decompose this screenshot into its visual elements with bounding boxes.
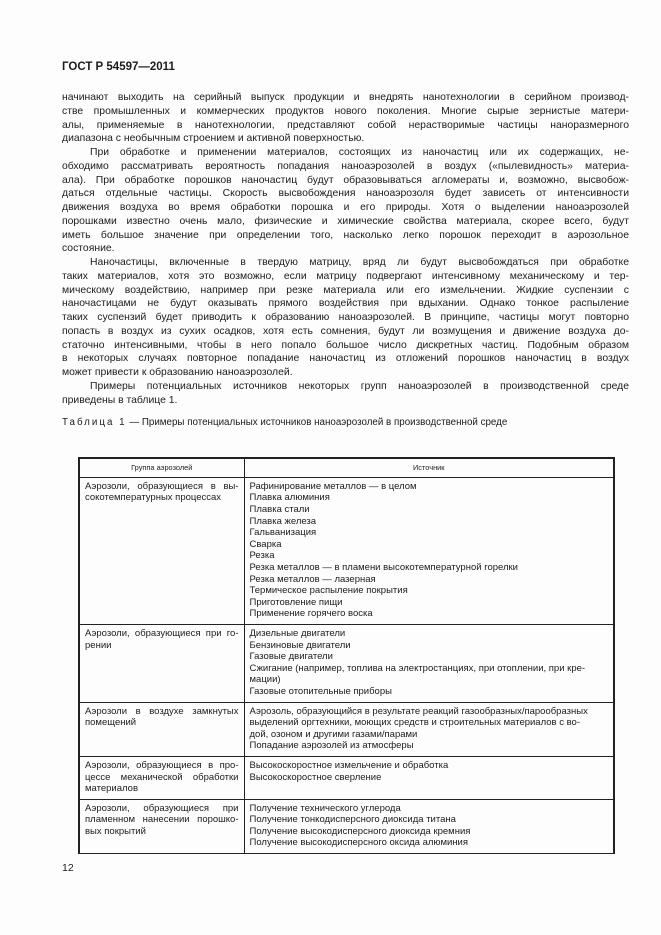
- source-cell: [244, 799, 614, 853]
- paragraph-line: таких материалов, хотя это возможно, если матрицу подвергают интенсивному механическому и тер-: [62, 270, 629, 282]
- paragraph-line: состояние.: [62, 243, 115, 255]
- source-item: Получение высокодисперсного оксида алюминия: [249, 837, 468, 849]
- source-item: Получение высокодисперсного диоксида кремния: [249, 825, 471, 837]
- group-line: Аэрозоли, образующиеся в про-: [85, 759, 239, 771]
- paragraph-line: начинают выходить на серийный выпуск продукции и внедрять нанотехнологии в серийном производ-: [62, 92, 629, 103]
- table-row: [79, 756, 614, 799]
- table-row: [79, 702, 614, 756]
- paragraph-line: алы, применяемые в нанотехнологии, представляют собой нерастворимые частицы наноразмерного: [62, 119, 629, 131]
- paragraph: [62, 146, 629, 256]
- group-line: Аэрозоли, образующиеся при: [85, 802, 239, 814]
- aerosol-group-cell: [79, 477, 244, 624]
- table-row: [79, 624, 614, 702]
- source-item: Приготовление пищи: [249, 596, 343, 608]
- paragraph-line: стве промышленных и коммерческих продуктов нового поколения. Многие сырые зернистые матери-: [62, 105, 629, 117]
- source-item: дой, озоном и другими газами/парами: [249, 728, 418, 740]
- source-item: Рафинирование металлов — в целом: [249, 480, 417, 492]
- group-line: пламенном нанесении порошко-: [85, 814, 239, 826]
- source-item: Резка: [249, 550, 275, 562]
- source-item: Бензиновые двигатели: [249, 639, 351, 651]
- source-cell: [244, 702, 614, 756]
- paragraph-line: наночастицами не будут оказывать прямого воздействия при вдыхании. Однако тонкое распыление: [62, 298, 629, 310]
- source-item: Газовые отопительные приборы: [249, 685, 392, 697]
- paragraph-line: таких суспензий будет приводить к образованию наноаэрозолей. В принципе, частицы могут повторно: [62, 312, 629, 323]
- paragraph-line: порошками известно очень мало, физические и химические свойства материала, скорее всего, будут: [62, 215, 629, 227]
- paragraph: [62, 256, 629, 380]
- table-header-row: [79, 458, 614, 477]
- paragraph-line: ала). При обработке порошков наночастиц будут образовываться агломераты и, возможно, высвобож-: [62, 174, 629, 186]
- source-item: Получение тонкодисперсного диоксида титана: [249, 814, 456, 826]
- paragraph-line: При обработке и применении материалов, состоящих из наночастиц или их содержащих, не-: [90, 147, 629, 158]
- paragraph-line: движения воздуха во время обработки порошка и его природы. Хотя о выделении наноаэрозолей: [62, 202, 629, 213]
- source-item: Дизельные двигатели: [249, 627, 346, 639]
- paragraph-line: может привести к образованию наноаэрозолей.: [62, 367, 293, 378]
- source-item: Газовые двигатели: [249, 651, 333, 663]
- paragraph-line: мическому воздействию, например при резке материала или его измельчении. Жидкие суспензии с: [62, 284, 629, 296]
- paragraph-line: диапазона с необычным строением и активной поверхностью.: [62, 133, 365, 145]
- source-item: Термическое распыление покрытия: [249, 585, 408, 597]
- paragraph: [62, 91, 629, 146]
- source-item: Применение горячего воска: [249, 608, 373, 620]
- paragraph-line: Примеры потенциальных источников некоторых групп наноаэрозолей в производственной среде: [90, 380, 629, 392]
- paragraph-line: в некоторых случаях повторное попадание наночастиц из отложений порошков наночастиц в воздух: [62, 353, 629, 365]
- source-item: Плавка стали: [249, 504, 310, 516]
- aerosol-group-cell: [79, 702, 244, 756]
- table-row: [79, 799, 614, 853]
- paragraph-line: обходимо рассматривать вероятность попадания наноаэрозолей в воздух («пылевидность» материа-: [62, 160, 629, 172]
- paragraph-line: статочно интенсивными, чтобы в него попало большое число дискретных частиц. Подобным образом: [62, 339, 629, 351]
- paragraph-line: даться отдельные частицы. Скорость высвобождения наноаэрозоля будет зависеть от интенсивности: [62, 188, 629, 200]
- page-content: [62, 91, 629, 874]
- group-line: цессе механической обработки: [85, 771, 239, 783]
- source-item: Плавка железа: [249, 515, 317, 527]
- source-item: Аэрозоль, образующийся в результате реакций газообразных/парообразных: [249, 705, 588, 717]
- group-line: рении: [85, 639, 112, 651]
- paragraph-line: попасть в воздух из сухих осадков, хотя есть сомнения, будут ли возмущения и движение воздуха до-: [62, 325, 629, 337]
- group-line: Аэрозоли, образующиеся в вы-: [85, 480, 239, 492]
- group-line: вых покрытий: [85, 825, 146, 837]
- source-item: выделений оргтехники, моющих средств и строительных материалов с во-: [249, 717, 580, 729]
- source-cell: [244, 756, 614, 799]
- table-caption: [62, 416, 629, 429]
- paragraph-line: Наночастицы, включенные в твердую матрицу, вряд ли будут высвобождаться при обработке: [90, 257, 629, 268]
- document-header: ГОСТ Р 54597—2011: [62, 61, 175, 73]
- paragraph: [62, 380, 629, 408]
- paragraph-line: иметь большое значение при определении того, насколько легко порошок переходит в аэрозольное: [62, 229, 629, 241]
- aerosol-group-cell: [79, 624, 244, 702]
- group-line: сокотемпературных процессах: [85, 492, 222, 504]
- aerosol-group-cell: [79, 756, 244, 799]
- page-number: 12: [62, 862, 74, 875]
- source-item: Резка металлов — в пламени высокотемпературной горелки: [249, 562, 518, 573]
- column-header-group: Группа аэрозолей: [79, 458, 244, 477]
- group-line: помещений: [85, 717, 137, 729]
- source-item: Попадание аэрозолей из атмосферы: [249, 740, 414, 752]
- column-header-source: Источник: [244, 458, 614, 477]
- paragraph-line: приведены в таблице 1.: [62, 394, 178, 406]
- source-cell: [244, 624, 614, 702]
- source-item: Высокоскоростное сверление: [249, 771, 382, 783]
- source-cell: [244, 477, 614, 624]
- group-line: Аэрозоли в воздухе замкнутых: [85, 705, 239, 717]
- table-caption-label: Таблица 1: [62, 417, 127, 429]
- source-item: Сварка: [249, 538, 282, 550]
- table-caption-text: — Примеры потенциальных источников наноаэрозолей в производственной среде: [126, 417, 508, 429]
- source-item: Гальванизация: [249, 527, 317, 539]
- group-line: материалов: [85, 783, 138, 795]
- table-row: [79, 477, 614, 624]
- source-item: Резка металлов — лазерная: [249, 573, 376, 585]
- source-item: Плавка алюминия: [249, 492, 330, 504]
- source-item: Высокоскоростное измельчение и обработка: [249, 759, 449, 771]
- source-item: Сжигание (например, топлива на электростанциях, при отоплении, при кре-: [249, 662, 586, 674]
- group-line: Аэрозоли, образующиеся при го-: [85, 627, 239, 639]
- sources-table: [78, 457, 615, 854]
- source-item: мации): [249, 674, 281, 686]
- aerosol-group-cell: [79, 799, 244, 853]
- source-item: Получение технического углерода: [249, 802, 401, 814]
- body-text: [62, 91, 629, 407]
